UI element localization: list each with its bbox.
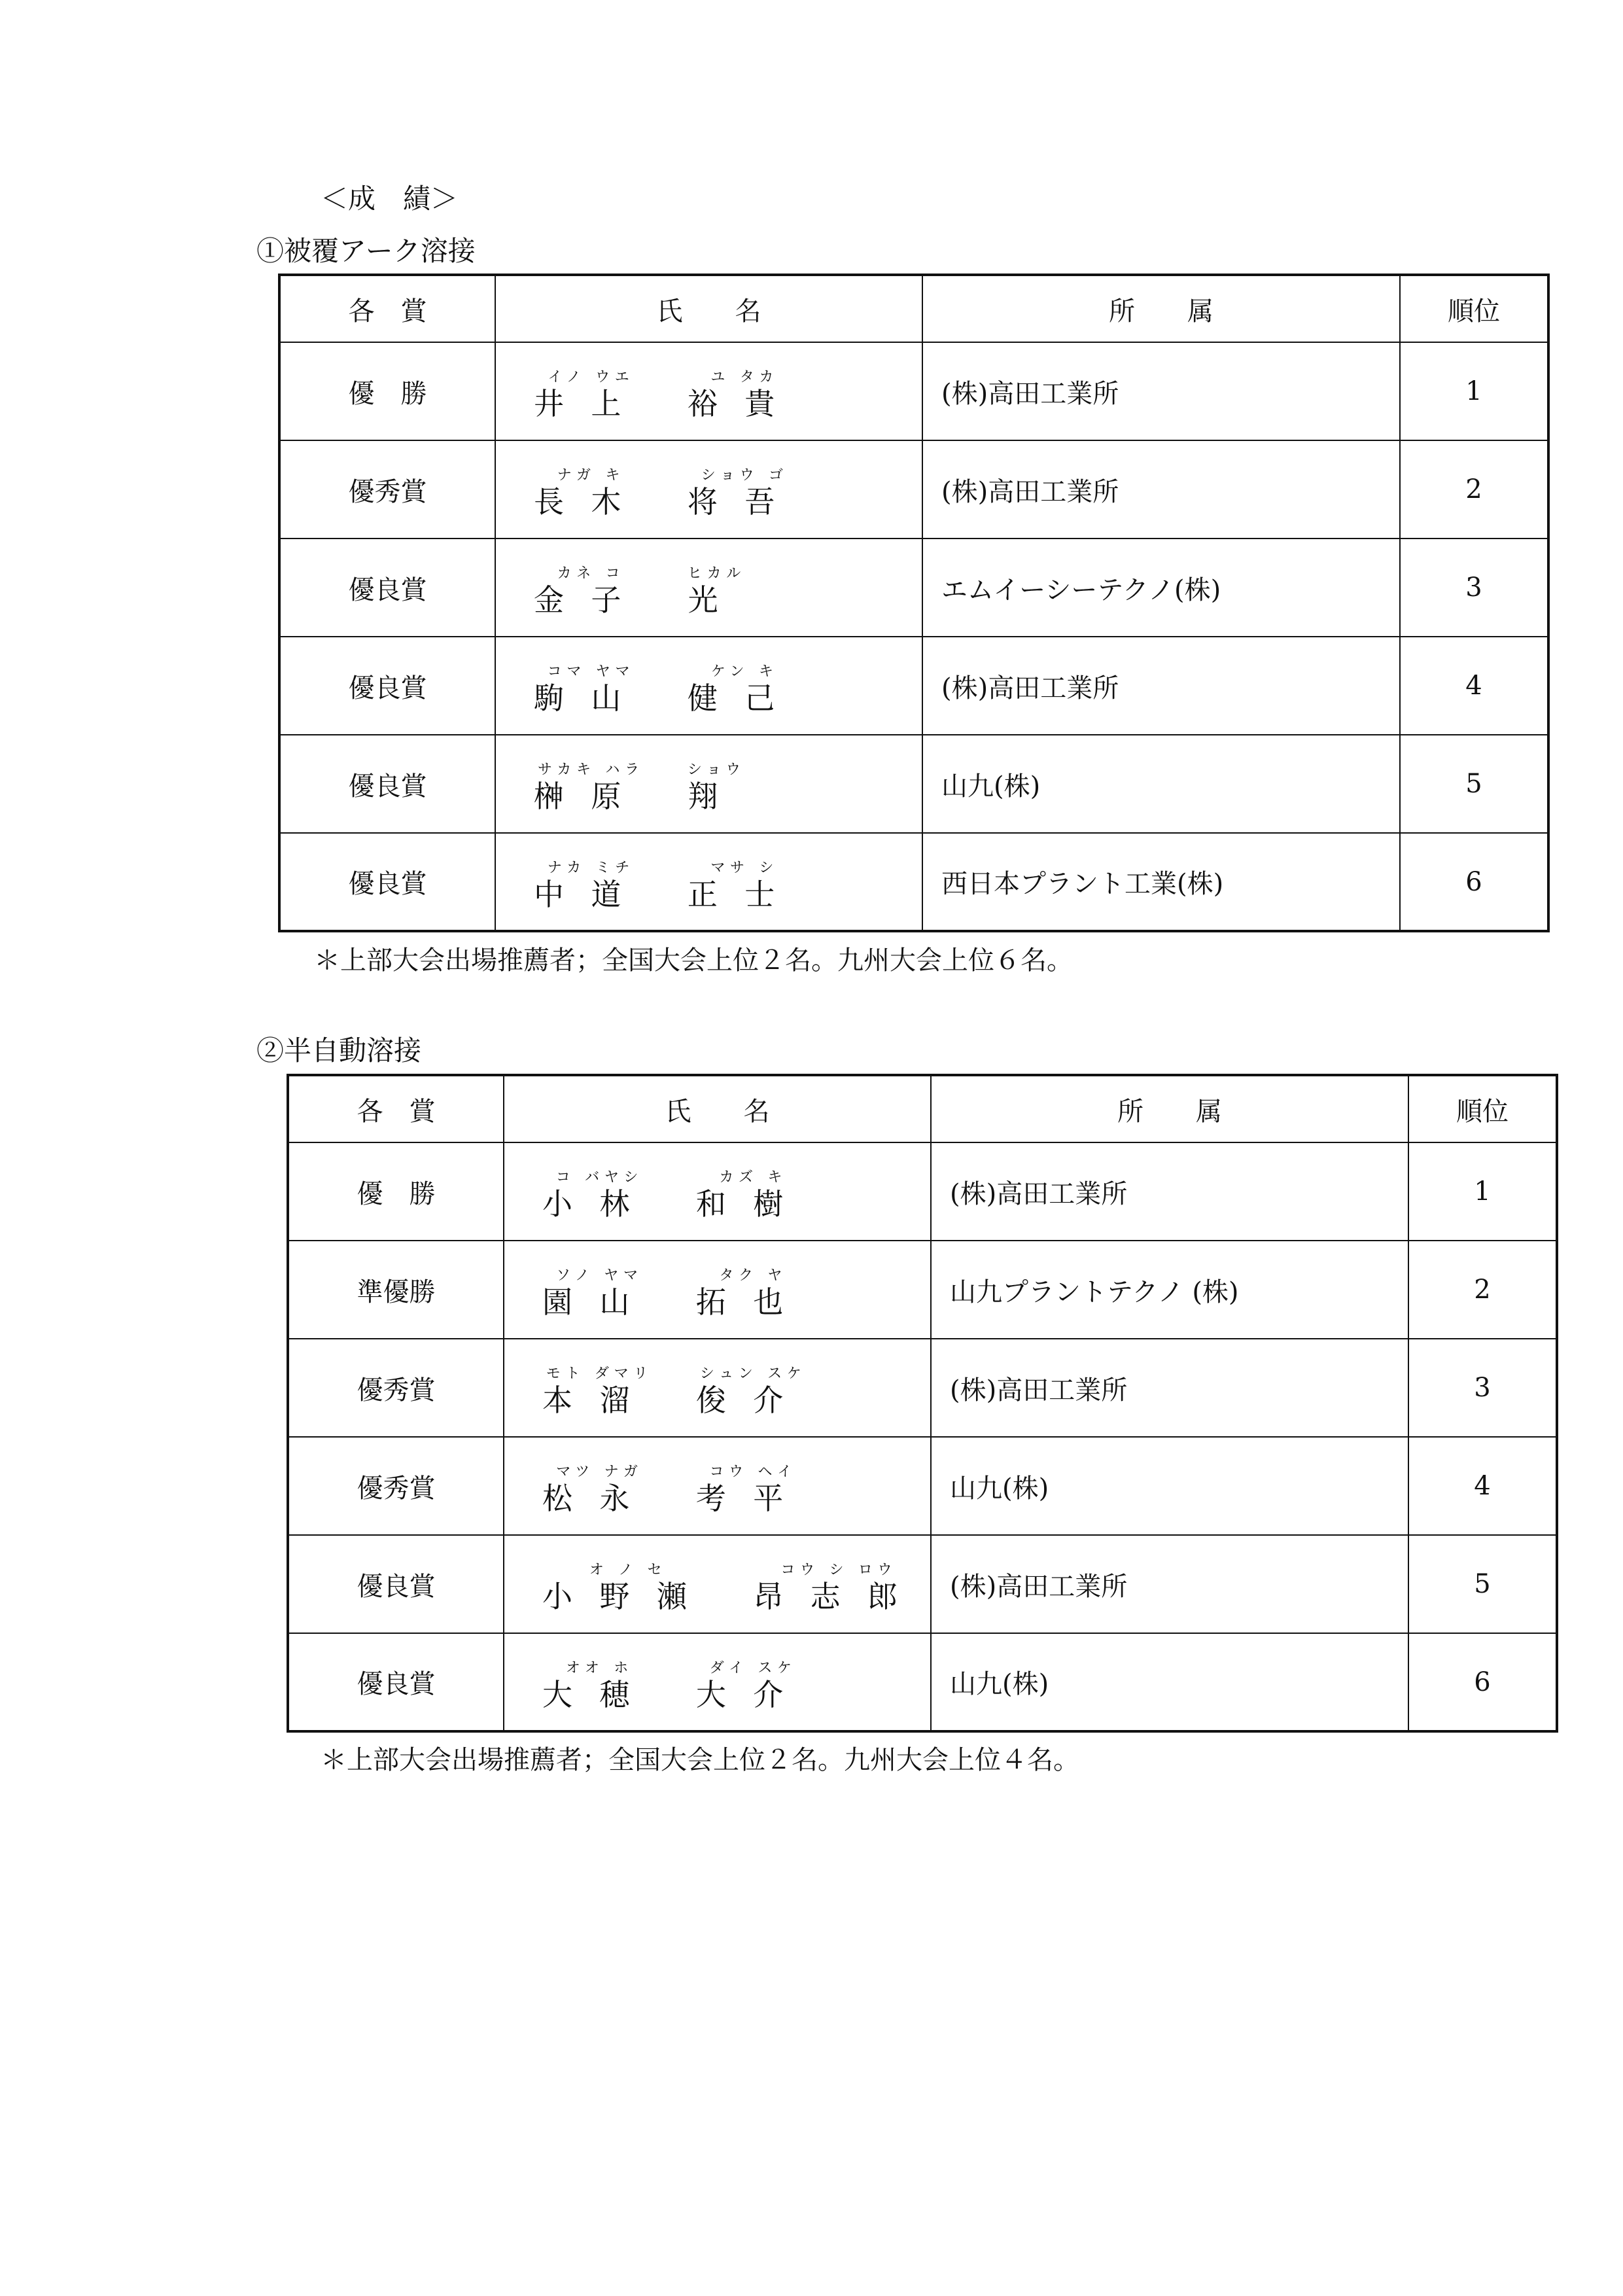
award-cell: 優良賞 <box>279 637 495 735</box>
table-row <box>288 1339 1557 1437</box>
given-name <box>687 663 802 716</box>
recommendation-note: ＊上部大会出場推薦者；全国大会上位２名。九州大会上位４名。 <box>321 1745 1079 1775</box>
header-name: 氏 名 <box>495 275 922 342</box>
family-name-kanji: 長木 <box>534 484 648 520</box>
given-name-ruby: ショウ ゴ <box>701 467 788 484</box>
rank-cell: 5 <box>1400 735 1548 833</box>
affiliation-cell: 山九(株) <box>931 1437 1408 1535</box>
family-name <box>542 1169 657 1222</box>
family-name-ruby: モト ダマリ <box>546 1366 653 1382</box>
rank-cell: 6 <box>1400 833 1548 931</box>
given-name <box>753 1563 924 1612</box>
family-name-kanji: 大穂 <box>542 1676 657 1712</box>
header-affiliation: 所 属 <box>922 275 1400 342</box>
affiliation-cell: (株)高田工業所 <box>922 440 1400 539</box>
award-cell: 優秀賞 <box>279 440 495 539</box>
affiliation-cell: 西日本プラント工業(株) <box>922 833 1400 931</box>
header-affiliation: 所 属 <box>931 1075 1408 1142</box>
name-cell <box>495 833 922 931</box>
given-name-kanji: 和樹 <box>695 1186 811 1222</box>
recommendation-note: ＊上部大会出場推薦者；全国大会上位２名。九州大会上位６名。 <box>314 945 1073 976</box>
award-cell: 優秀賞 <box>288 1339 504 1437</box>
rank-cell: 1 <box>1408 1142 1557 1241</box>
family-name <box>542 1563 714 1612</box>
rank-cell: 6 <box>1408 1633 1557 1731</box>
name-cell <box>495 342 922 440</box>
results-table-covered-arc <box>278 274 1550 932</box>
rank-cell: 3 <box>1400 539 1548 637</box>
given-name <box>695 1267 811 1320</box>
given-name-ruby: タク ヤ <box>719 1267 788 1284</box>
affiliation-cell: (株)高田工業所 <box>922 637 1400 735</box>
given-name-ruby: マサ シ <box>710 859 779 876</box>
award-cell: 優良賞 <box>288 1633 504 1731</box>
family-name-ruby: コ バヤシ <box>555 1169 644 1186</box>
rank-cell: 4 <box>1400 637 1548 735</box>
award-cell: 準優勝 <box>288 1241 504 1339</box>
family-name-ruby: サカキ ハラ <box>538 762 644 778</box>
family-name-kanji: 駒山 <box>534 680 648 716</box>
award-cell: 優良賞 <box>279 833 495 931</box>
name-cell <box>504 1633 931 1731</box>
section-title-semi-automatic-welding: ②半自動溶接 <box>256 1034 422 1067</box>
family-name <box>534 861 648 910</box>
affiliation-cell: 山九プラントテクノ (株) <box>931 1241 1408 1339</box>
results-table-semi-automatic <box>287 1074 1558 1733</box>
family-name-kanji: 中道 <box>534 876 648 912</box>
family-name-ruby: ナカ ミチ <box>547 859 635 876</box>
given-name <box>687 467 802 520</box>
family-name <box>534 663 648 716</box>
rank-cell: 2 <box>1400 440 1548 539</box>
name-cell <box>495 440 922 539</box>
award-cell: 優 勝 <box>288 1142 504 1241</box>
given-name-kanji: 裕貴 <box>687 386 802 421</box>
table-row <box>279 637 1548 735</box>
header-rank: 順位 <box>1408 1075 1557 1142</box>
family-name-ruby: カネ コ <box>557 565 625 582</box>
table-row <box>288 1535 1557 1633</box>
given-name-kanji: 正士 <box>687 876 802 912</box>
family-name <box>542 1366 657 1418</box>
award-cell: 優 勝 <box>279 342 495 440</box>
given-name-ruby: ダイ スケ <box>709 1659 797 1676</box>
rank-cell: 4 <box>1408 1437 1557 1535</box>
name-cell <box>504 1535 931 1633</box>
table-row <box>288 1142 1557 1241</box>
name-cell <box>504 1437 931 1535</box>
given-name <box>696 1661 811 1710</box>
table-row <box>288 1437 1557 1535</box>
given-name-kanji: 光 <box>688 582 746 618</box>
given-name-kanji: 将吾 <box>687 484 802 520</box>
family-name-kanji: 本溜 <box>542 1383 657 1418</box>
given-name <box>688 861 802 910</box>
family-name-kanji: 榊原 <box>534 779 648 814</box>
family-name-ruby: オ ノ セ <box>589 1562 667 1578</box>
given-name-ruby: ケン キ <box>710 663 778 680</box>
given-name-ruby: カズ キ <box>719 1169 788 1186</box>
affiliation-cell: (株)高田工業所 <box>931 1535 1408 1633</box>
given-name-ruby: コウ ヘイ <box>709 1464 797 1480</box>
name-cell <box>495 637 922 735</box>
family-name-ruby: コマ ヤマ <box>547 663 635 680</box>
table-row <box>279 539 1548 637</box>
affiliation-cell: 山九(株) <box>922 735 1400 833</box>
given-name <box>687 762 746 814</box>
rank-cell: 5 <box>1408 1535 1557 1633</box>
table-row <box>279 833 1548 931</box>
award-cell: 優良賞 <box>279 735 495 833</box>
table-row <box>279 735 1548 833</box>
given-name-ruby: シュン スケ <box>699 1366 807 1382</box>
table-header-row <box>288 1075 1557 1142</box>
given-name-kanji: 拓也 <box>695 1284 811 1320</box>
section-title-covered-arc-welding: ①被覆アーク溶接 <box>256 235 476 267</box>
given-name-kanji: 俊介 <box>695 1383 811 1418</box>
given-name <box>688 370 802 419</box>
family-name-kanji: 園山 <box>542 1284 657 1320</box>
affiliation-cell: (株)高田工業所 <box>931 1339 1408 1437</box>
given-name-ruby: ショウ <box>687 762 746 778</box>
table-row <box>279 342 1548 440</box>
family-name-kanji: 井上 <box>534 386 648 421</box>
award-cell: 優良賞 <box>288 1535 504 1633</box>
name-cell <box>504 1339 931 1437</box>
family-name-ruby: ソノ ヤマ <box>556 1267 643 1284</box>
affiliation-cell: エムイーシーテクノ(株) <box>922 539 1400 637</box>
given-name-kanji: 昂志郎 <box>753 1579 925 1614</box>
header-award: 各 賞 <box>279 275 495 342</box>
given-name-kanji: 大介 <box>695 1676 811 1712</box>
family-name <box>542 1661 657 1710</box>
given-name-kanji: 健己 <box>687 680 802 716</box>
given-name-ruby: ユ タカ <box>710 369 779 385</box>
rank-cell: 3 <box>1408 1339 1557 1437</box>
family-name-ruby: マツ ナガ <box>556 1464 643 1480</box>
header-rank: 順位 <box>1400 275 1548 342</box>
header-name: 氏 名 <box>504 1075 931 1142</box>
given-name <box>695 1366 811 1418</box>
family-name-ruby: ナガ キ <box>557 467 625 484</box>
given-name-kanji: 翔 <box>688 779 745 814</box>
family-name <box>534 370 648 419</box>
family-name-kanji: 松永 <box>542 1481 657 1516</box>
given-name-ruby: コウ シ ロウ <box>780 1562 898 1578</box>
family-name <box>542 1464 657 1516</box>
given-name-kanji: 考平 <box>695 1481 811 1516</box>
family-name-ruby: イノ ウエ <box>548 369 635 385</box>
given-name <box>695 1169 811 1222</box>
award-cell: 優良賞 <box>279 539 495 637</box>
page-heading: ＜成 績＞ <box>321 183 459 215</box>
family-name-kanji: 金子 <box>534 582 648 618</box>
family-name-ruby: オオ ホ <box>565 1659 633 1676</box>
table-row <box>288 1633 1557 1731</box>
family-name <box>534 565 648 618</box>
table-row <box>288 1241 1557 1339</box>
affiliation-cell: (株)高田工業所 <box>922 342 1400 440</box>
given-name-ruby: ヒカル <box>687 565 746 582</box>
table-row <box>279 440 1548 539</box>
name-cell <box>495 735 922 833</box>
name-cell <box>495 539 922 637</box>
given-name <box>695 1464 811 1516</box>
affiliation-cell: 山九(株) <box>931 1633 1408 1731</box>
results-table-body <box>288 1075 1557 1731</box>
rank-cell: 2 <box>1408 1241 1557 1339</box>
name-cell <box>504 1142 931 1241</box>
header-award: 各 賞 <box>288 1075 504 1142</box>
family-name-kanji: 小野瀬 <box>542 1579 714 1614</box>
rank-cell: 1 <box>1400 342 1548 440</box>
family-name <box>542 1267 657 1320</box>
results-table-body <box>279 275 1548 931</box>
family-name-kanji: 小林 <box>542 1186 657 1222</box>
family-name <box>534 467 648 520</box>
name-cell <box>504 1241 931 1339</box>
family-name <box>534 762 648 814</box>
award-cell: 優秀賞 <box>288 1437 504 1535</box>
given-name <box>687 565 746 618</box>
affiliation-cell: (株)高田工業所 <box>931 1142 1408 1241</box>
table-header-row <box>279 275 1548 342</box>
